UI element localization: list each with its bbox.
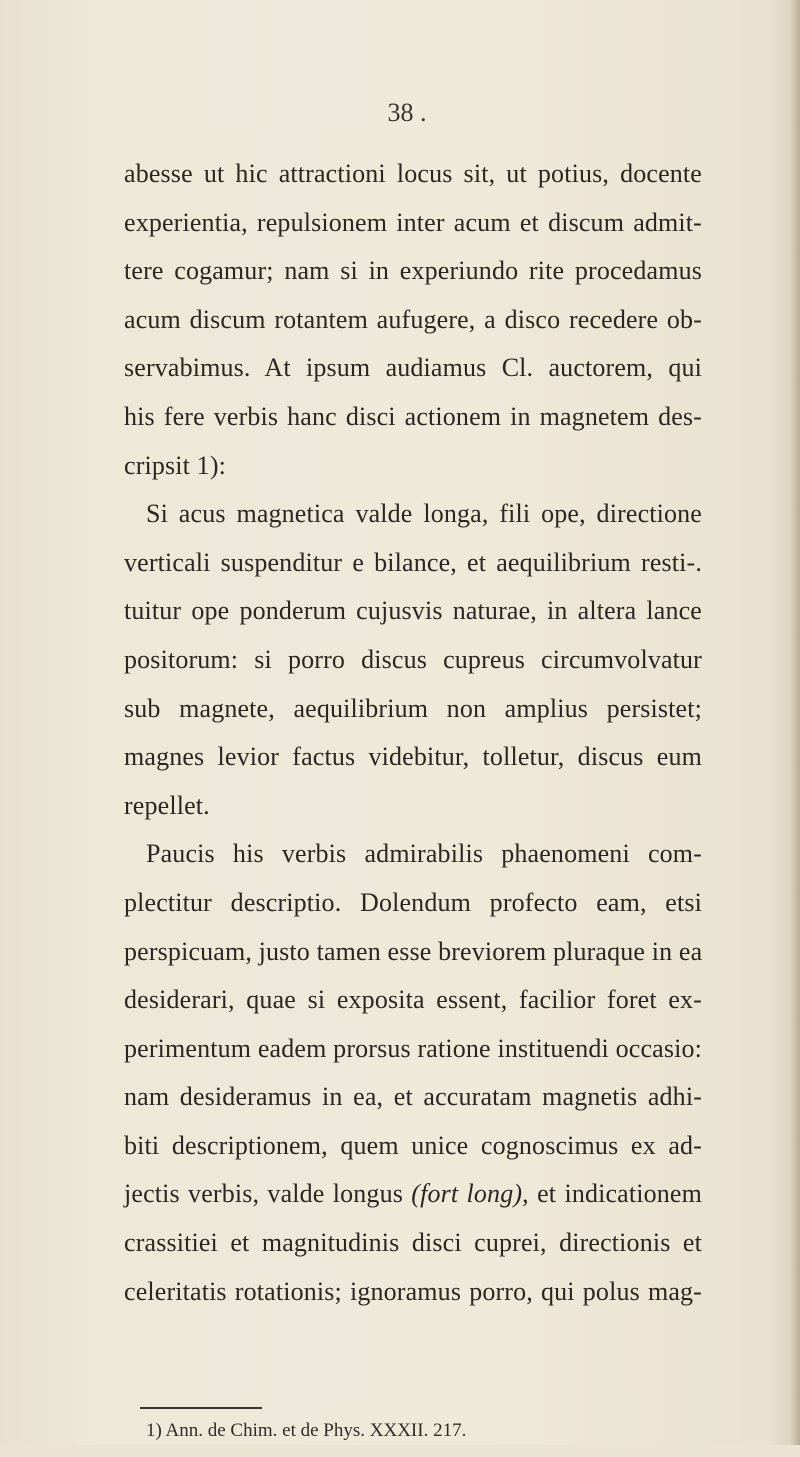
text-line: celeritatis rotationis; ignoramus porro, qui polus mag- [124,1276,702,1306]
page-edge-shadow [790,0,800,1445]
page-number: 38 . [387,98,427,127]
text-line: positorum: si porro discus cupreus circumvolvatur [124,644,702,674]
italic-term: (fort long) [411,1179,523,1209]
text-line: cripsit 1): [124,450,227,480]
text-line: plectitur descriptio. Dolendum profecto eam, etsi [124,887,702,917]
text-line: perimentum eadem prorsus ratione instituendi occasio: [124,1033,702,1063]
text-fragment: , et indicationem [522,1179,702,1209]
text-line: servabimus. At ipsum audiamus Cl. auctorem, qui [124,353,702,383]
text-line: acum discum rotantem aufugere, a disco recedere ob- [124,304,702,334]
text-line: sub magnete, aequilibrium non amplius persistet; [124,693,702,723]
text-line: repellet. [124,790,210,820]
text-line: crassitiei et magnitudinis disci cuprei, directionis et [124,1228,702,1258]
text-line: verticali suspenditur e bilance, et aequilibrium resti-. [124,547,702,577]
text-line: nam desideramus in ea, et accuratam magnetis adhi- [124,1082,702,1112]
text-line: abesse ut hic attractioni locus sit, ut potius, docente [124,159,702,188]
body-text [124,150,702,1316]
text-line: magnes levior factus videbitur, tolletur, discus eum [124,742,702,772]
text-line: desiderari, quae si exposita essent, facilior foret ex- [124,985,702,1015]
text-line: biti descriptionem, quem unice cognoscimus ex ad- [124,1130,702,1160]
text-line: his fere verbis hanc disci actionem in magnetem des- [124,401,702,431]
text-line: Si acus magnetica valde longa, fili ope, directione [146,499,702,529]
text-line: Paucis his verbis admirabilis phaenomeni com- [146,839,702,869]
text-fragment: jectis verbis, valde longus [124,1179,412,1209]
text-line: tere cogamur; nam si in experiundo rite procedamus [124,256,702,286]
footnote: 1) Ann. de Chim. et de Phys. XXXII. 217. [146,1420,467,1441]
text-line: tuitur ope ponderum cujusvis naturae, in altera lance [124,596,702,626]
text-line: perspicuam, justo tamen esse breviorem pluraque in ea [124,936,703,966]
text-line-with-italic [124,1170,702,1219]
text-line: experientia, repulsionem inter acum et discum admit- [124,207,702,237]
